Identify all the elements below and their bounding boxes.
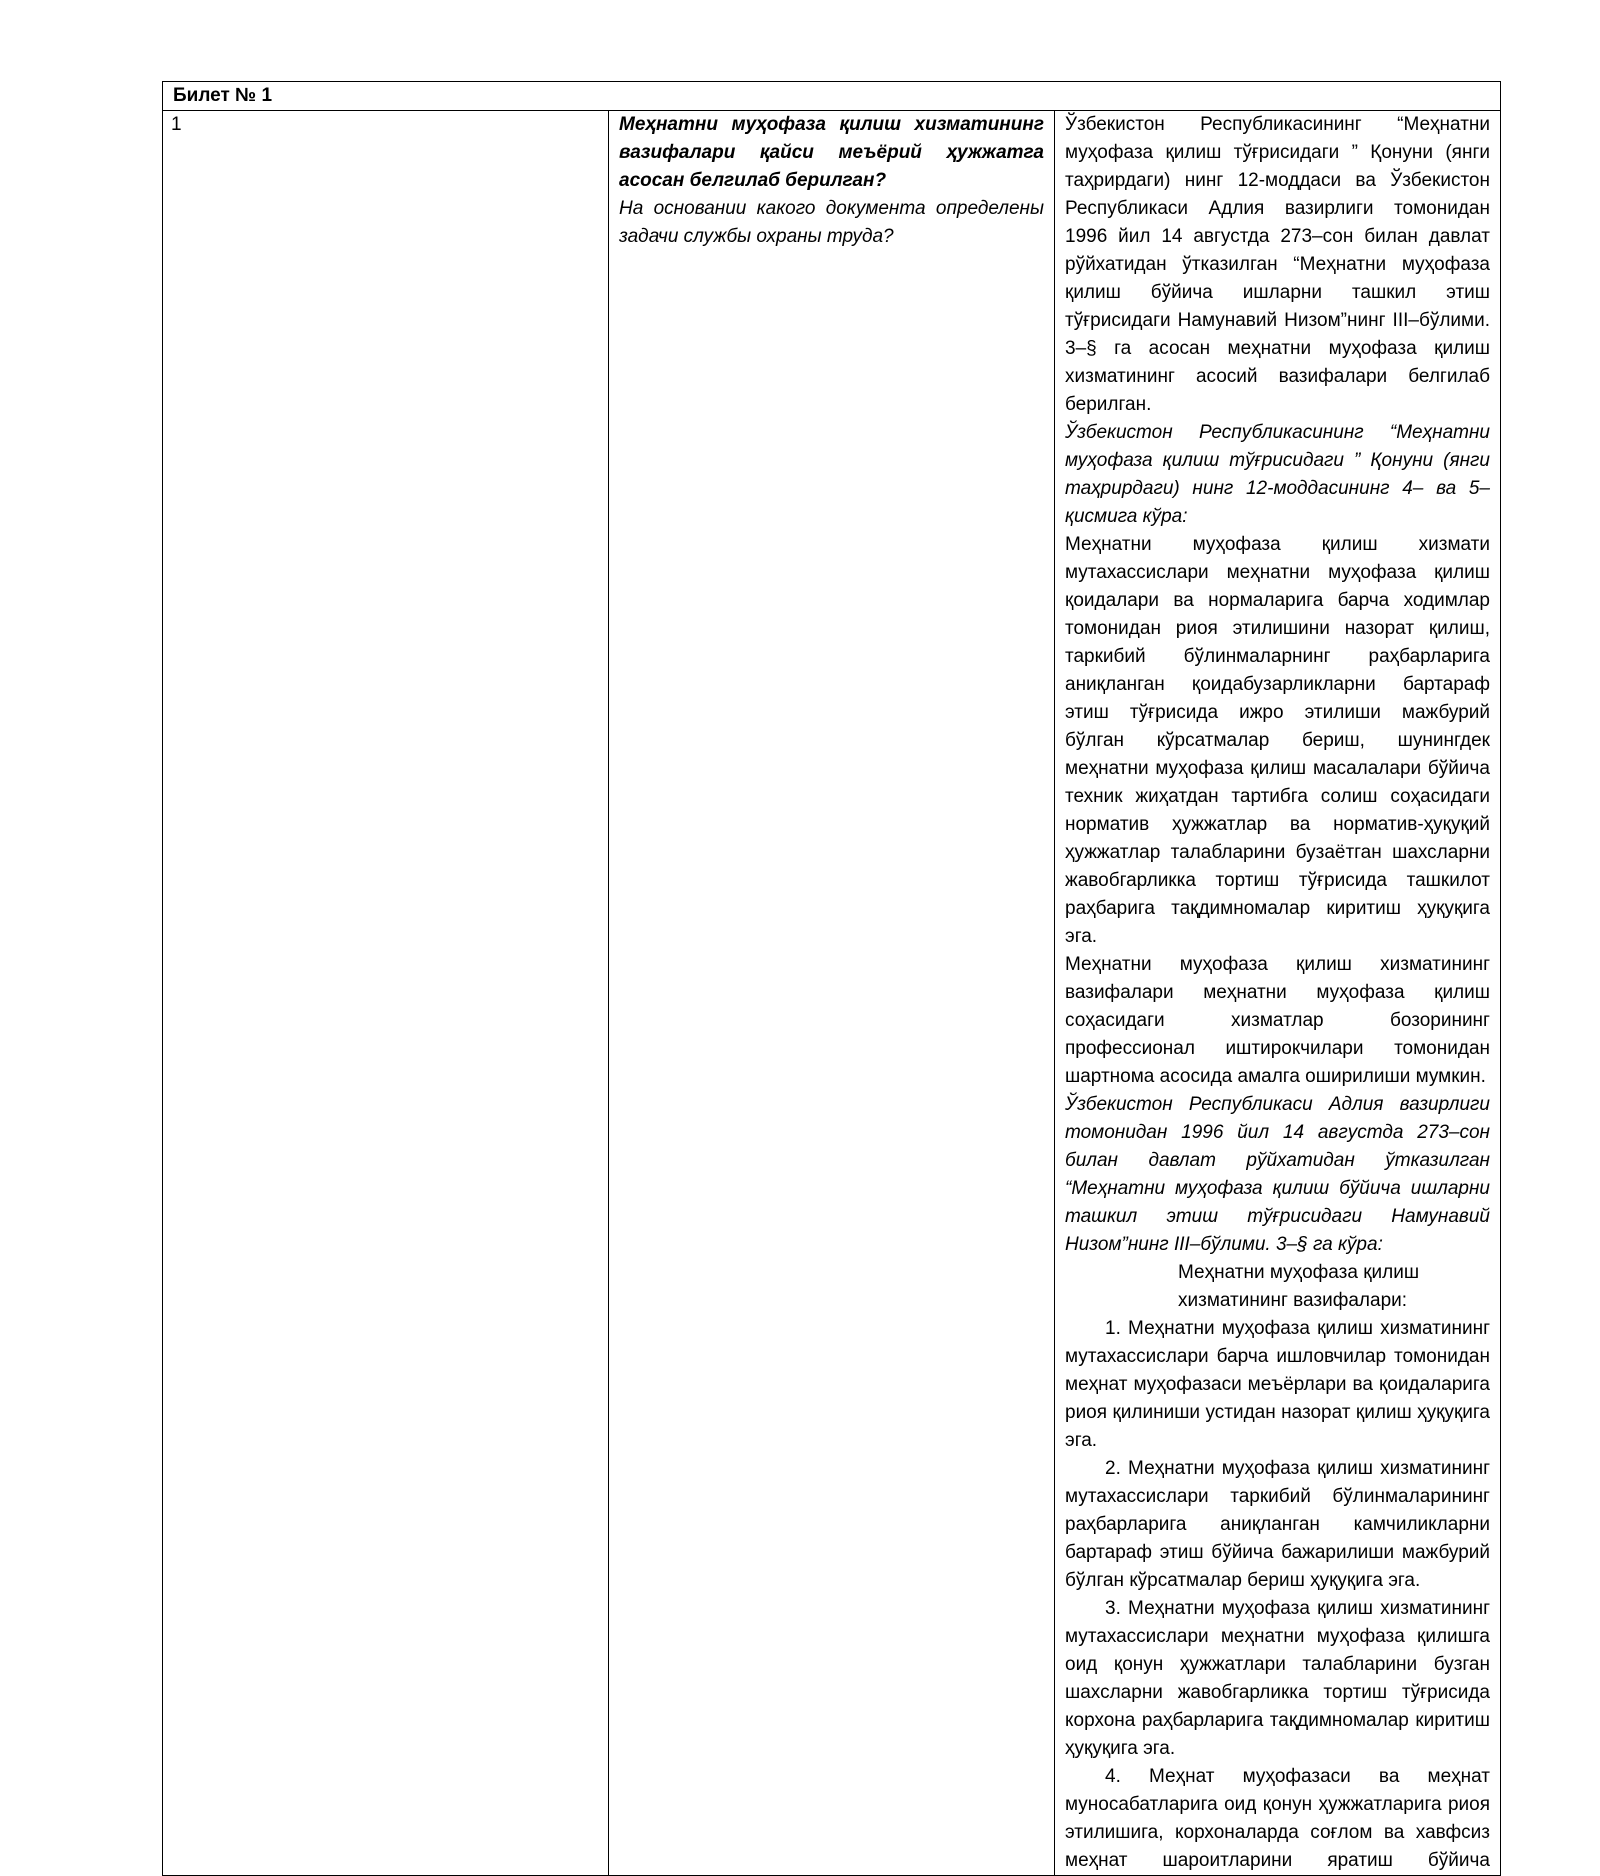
question-row (163, 111, 1501, 1876)
answer-cell (1055, 111, 1501, 1876)
answer-tasks-heading: Меҳнатни муҳофаза қилиш хизматининг вазифалари: (1178, 1262, 1420, 1311)
answer-regulation-reference: Ўзбекистон Республикаси Адлия вазирлиги томонидан 1996 йил 14 августда 273–сон билан давлат рўйхатидан ўтказилган “Меҳнатни муҳофаза қилиш бўйича ишларни ташкил этиш тўғрисидаги Намунавий Низом”нинг III–бўлими. 3–§ га кўра: (1065, 1094, 1490, 1255)
answer-task-item-4: 4. Меҳнат муҳофазаси ва меҳнат муносабатларига оид қонун ҳужжатларига риоя этилишига, корхоналарда соғлом ва хавфсиз меҳнат шароитларини яратиш бўйича (1065, 1766, 1490, 1871)
answer-paragraph-rights: Меҳнатни муҳофаза қилиш хизмати мутахассислари меҳнатни муҳофаза қилиш қоидалари ва нормаларига барча ходимлар томонидан риоя этилишини назорат қилиш, таркибий бўлинмаларнинг раҳбарларига аниқланган қоидабузарликларни бартараф этиш тўғрисида ижро этилиши мажбурий бўлган кўрсатмалар бериш, шунингдек меҳнатни муҳофаза қилиш масалалари бўйича техник жиҳатдан тартибга солиш соҳасидаги норматив ҳужжатлар ва норматив-ҳуқуқий ҳужжатлар талабларини бузаётган шахсларни жавобгарликка тортиш тўғрисида ташкилот раҳбарига тақдимномалар киритиш ҳуқуқига эга. (1065, 534, 1490, 947)
ticket-header-row (163, 82, 1501, 111)
question-number: 1 (163, 111, 609, 1876)
answer-paragraph-intro: Ўзбекистон Республикасининг “Меҳнатни муҳофаза қилиш тўғрисидаги ” Қонуни (янги таҳрирдаги) нинг 12-моддаси ва Ўзбекистон Республикаси Адлия вазирлиги томонидан 1996 йил 14 августда 273–сон билан давлат рўйхатидан ўтказилган “Меҳнатни муҳофаза қилиш бўйича ишларни ташкил этиш тўғрисидаги Намунавий Низом”нинг III–бўлими. 3–§ га асосан меҳнатни муҳофаза қилиш хизматининг асосий вазифалари белгилаб берилган. (1065, 114, 1490, 415)
answer-law-reference: Ўзбекистон Республикасининг “Меҳнатни муҳофаза қилиш тўғрисидаги ” Қонуни (янги таҳрирдаги) нинг 12-моддасининг 4– ва 5– қисмига кўра: (1065, 422, 1490, 527)
answer-task-item-1: 1. Меҳнатни муҳофаза қилиш хизматининг мутахассислари барча ишловчилар томонидан меҳнат муҳофазаси меъёрлари ва қоидаларига риоя қилиниши устидан назорат қилиш ҳуқуқига эга. (1065, 1318, 1490, 1451)
answer-paragraph-contract: Меҳнатни муҳофаза қилиш хизматининг вазифалари меҳнатни муҳофаза қилиш соҳасидаги хизматлар бозорининг профессионал иштирокчилари томонидан шартнома асосида амалга оширилиши мумкин. (1065, 954, 1490, 1087)
question-cell (609, 111, 1055, 1876)
ticket-table (162, 81, 1501, 1876)
question-uzbek: Меҳнатни муҳофаза қилиш хизматининг вазифалари қайси меъёрий ҳужжатга асосан белгилаб берилган? (619, 114, 1044, 191)
question-russian: На основании какого документа определены задачи службы охраны труда? (619, 198, 1044, 247)
answer-task-item-3: 3. Меҳнатни муҳофаза қилиш хизматининг мутахассислари меҳнатни муҳофаза қилишга оид қонун ҳужжатлари талабларини бузган шахсларни жавобгарликка тортиш тўғрисида корхона раҳбарларига тақдимномалар киритиш ҳуқуқига эга. (1065, 1598, 1490, 1759)
answer-task-item-2: 2. Меҳнатни муҳофаза қилиш хизматининг мутахассислари таркибий бўлинмаларининг раҳбарларига аниқланган камчиликларни бартараф этиш бўйича бажарилиши мажбурий бўлган кўрсатмалар бериш ҳуқуқига эга. (1065, 1458, 1490, 1591)
ticket-title: Билет № 1 (163, 82, 1501, 111)
